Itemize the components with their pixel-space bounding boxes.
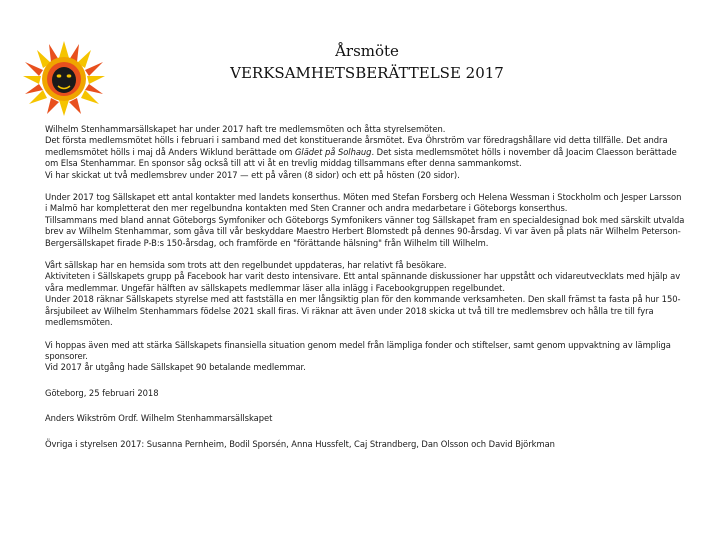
paragraph-meetings-summary: Wilhelm Stenhammarsällskapet har under 2017 haft tre medlemsmöten och åtta styrelsemöten. <box>45 124 446 134</box>
paragraph-meetings-detail-end: . Det sista medlemsmötet hölls i november då Joacim Claesson berättade om Elsa Stenhammar. En sponsor såg också till att vi åt en trevlig middag tillsammans efter denna sammankomst. <box>45 146 677 169</box>
date-place-line: Göteborg, 25 februari 2018 <box>45 387 159 398</box>
paragraph-newsletters: Vi har skickat ut två medlemsbrev under 2017 — ett på våren (8 sidor) och ett på hösten (20 sidor). <box>45 169 460 180</box>
board-members-line: Övriga i styrelsen 2017: Susanna Pernheim, Bodil Sporsén, Anna Hussfelt, Caj Strandberg, Dan Olsson och David Björkman <box>45 438 555 449</box>
paragraph-meetings-detail-start: Det första medlemsmötet hölls i februari i samband med det konstituerande årsmötet. Eva Öhrström var föredragshållare vid detta tillfälle. Det andra medlemsmötet hölls i maj då Anders Wiklund berättade om <box>45 135 668 157</box>
paragraph-meetings-detail <box>45 135 685 169</box>
paragraph-facebook: Aktiviteten i Sällskapets grupp på Facebook har varit desto intensivare. Ett antal spännande diskussioner har uppstått och vidareutvecklats med hjälp av våra medlemmar. Ungefär hälften av sällskapets medlemmar läser alla inlägg i Facebookgruppen regelbundet. <box>45 271 681 293</box>
title-line-verksamhetsberattelse: VERKSAMHETSBERÄTTELSE 2017 <box>230 64 504 82</box>
paragraph-finances: Vi hoppas även med att stärka Sällskapets finansiella situation genom medel från lämpliga fonder och stiftelser, samt genom uppvaktning av lämpliga sponsorer. <box>45 339 671 361</box>
document-title <box>0 42 720 83</box>
signature-line: Anders Wikström Ordf. Wilhelm Stenhammarsällskapet <box>45 413 273 424</box>
paragraph-plans-2018: Under 2018 räknar Sällskapets styrelse med att fastställa en mer långsiktig plan för den kommande verksamheten. Den skall främst ta fasta på hur 150-årsjubileet av Wilhelm Stenhammars födelse 2021 skall firas. Vi räknar att även under 2018 skicka ut två till tre medlemsbrev och hålla tre till fyra medlemsmöten. <box>45 294 681 328</box>
paragraph-website: Vårt sällskap har en hemsida som trots att den regelbundet uppdateras, har relativt få besökare. <box>45 260 447 271</box>
report-body <box>45 124 685 450</box>
paragraph-symphony-collaboration: Tillsammans med bland annat Göteborgs Symfoniker och Göteborgs Symfonikers vänner tog Sällskapet fram en specialdesignad bok med särskilt utvalda brev av Wilhelm Stenhammar, som gåva till vår beskyddare Maestro Herbert Blomstedt på dennes 90-årsdag. Vi var även på plats när Wilhelm Peterson-Bergersällskapet firade P-B:s 150-årsdag, och framförde en "förättande hälsning" från Wilhelm till Wilhelm. <box>45 214 685 248</box>
paragraph-meetings-detail-title: Glädet på Solhaug <box>294 146 372 157</box>
paragraph-concert-halls: Under 2017 tog Sällskapet ett antal kontakter med landets konserthus. Möten med Stefan Forsberg och Helena Wessman i Stockholm och Jesper Larsson i Malmö har kompletterat den mer regelbundna kontakten med Sten Cranner och andra medarbetare i Göteborgs konserthus. <box>45 192 682 214</box>
title-line-arsmote: Årsmöte <box>335 42 399 60</box>
paragraph-membership-count: Vid 2017 år utgång hade Sällskapet 90 betalande medlemmar. <box>45 362 306 373</box>
